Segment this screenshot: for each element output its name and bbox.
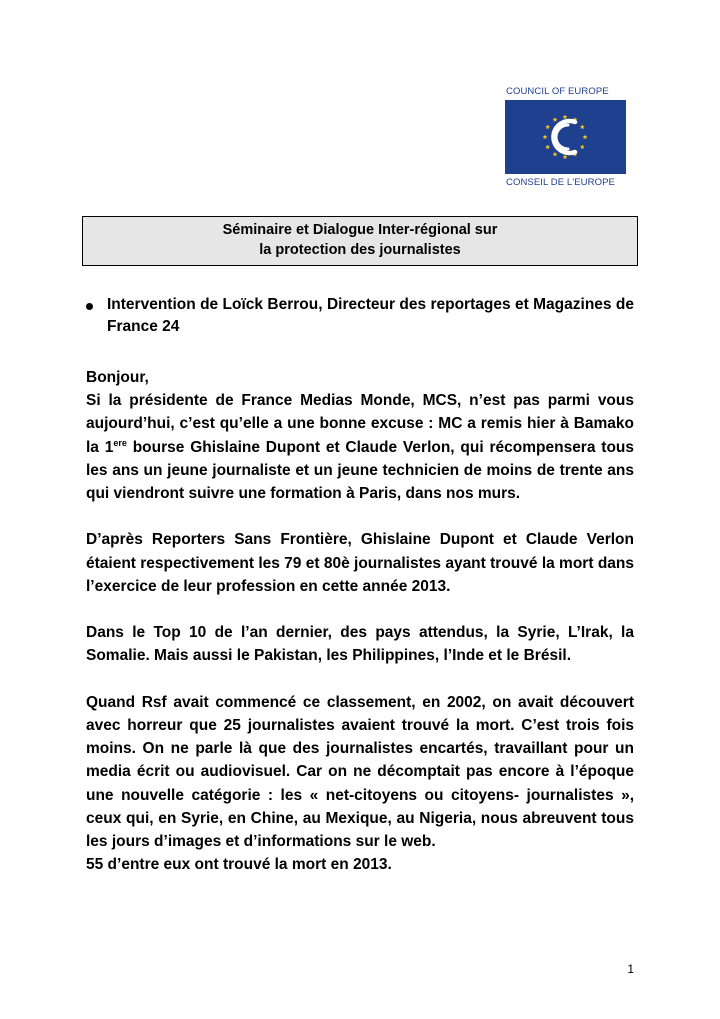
- speaker-bullet: [86, 294, 634, 338]
- ordinal-superscript: ere: [113, 437, 127, 448]
- star-icon: [580, 124, 585, 129]
- council-of-europe-logo: [503, 86, 627, 190]
- page-number: 1: [627, 962, 634, 976]
- speaker-intro-text: Intervention de Loïck Berrou, Directeur des reportages et Magazines de France 24: [107, 296, 634, 335]
- bullet-icon: [86, 303, 93, 310]
- paragraph-1-part-a: Si la présidente de France Medias Monde, MCS, n’est pas parmi vous aujourd’hui, c’est qu’elle a une bonne excuse : MC a remis hier à Bamako la 1: [86, 392, 634, 456]
- paragraph-5: 55 d’entre eux ont trouvé la mort en 2013.: [86, 856, 392, 874]
- logo-top-text: COUNCIL OF EUROPE: [506, 86, 609, 97]
- logo-flag: [505, 100, 626, 174]
- paragraph-1-part-b: bourse Ghislaine Dupont et Claude Verlon, qui récompensera tous les ans un jeune journaliste et un jeune technicien de moins de trente ans qui viendront suivre une formation à Paris, dans nos murs.: [86, 438, 634, 503]
- council-of-europe-emblem-icon: [505, 100, 626, 174]
- star-icon: [580, 144, 585, 149]
- greeting: Bonjour,: [86, 369, 149, 386]
- paragraph-2: D’après Reporters Sans Frontière, Ghislaine Dupont et Claude Verlon étaient respectivement les 79 et 80è journalistes ayant trouvé la mort dans l’exercice de leur profession en cette année 2013.: [86, 531, 634, 595]
- speech-body: [86, 366, 634, 876]
- paragraph-3: Dans le Top 10 de l’an dernier, des pays attendus, la Syrie, L’Irak, la Somalie. Mais aussi le Pakistan, les Philippines, l’Inde et le Brésil.: [86, 624, 634, 665]
- seminar-title-line-1: Séminaire et Dialogue Inter-régional sur: [222, 222, 498, 238]
- paragraph-1: [86, 389, 634, 505]
- star-icon: [583, 134, 588, 139]
- star-icon: [563, 114, 568, 119]
- seminar-title-box: [82, 216, 638, 266]
- logo-bottom-text: CONSEIL DE L'EUROPE: [506, 177, 615, 188]
- star-icon: [543, 134, 548, 139]
- star-icon: [545, 124, 550, 129]
- star-icon: [553, 117, 558, 122]
- paragraph-4: Quand Rsf avait commencé ce classement, en 2002, on avait découvert avec horreur que 25 journalistes avaient trouvé la mort. C’est trois fois moins. On ne parle là que des journalistes encartés, travaillant pour un media écrit ou audiovisuel. Car on ne décomptait pas encore à l’époque une nouvelle catégorie : les « net-citoyens ou citoyens- journalistes », ceux qui, en Syrie, en Chine, au Mexique, au Nigeria, nous abreuvent tous les jours d’images et d’informations sur le web.: [86, 693, 634, 851]
- star-icon: [545, 144, 550, 149]
- seminar-title-line-2: la protection des journalistes: [259, 242, 461, 258]
- star-icon: [553, 152, 558, 157]
